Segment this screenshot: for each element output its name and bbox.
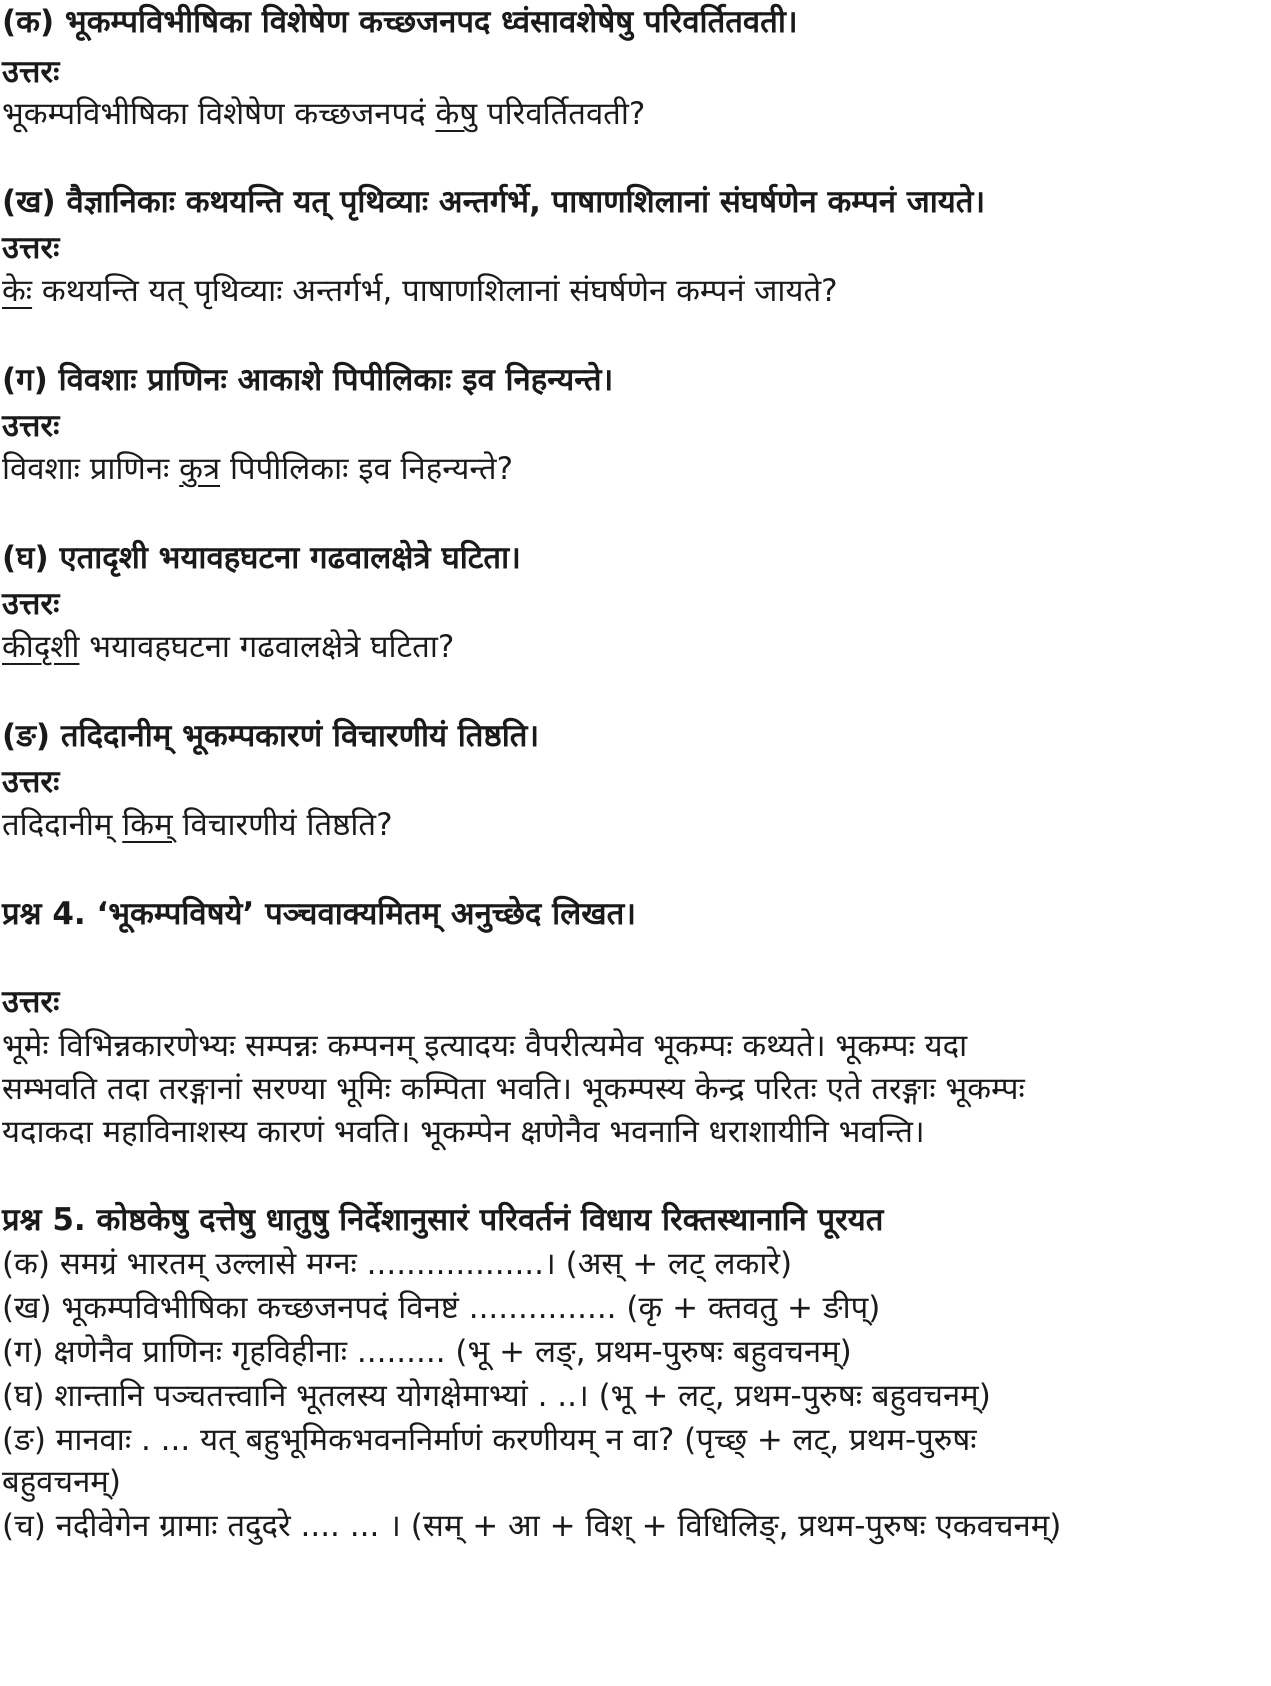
question-word-gha: कीदृशी bbox=[2, 629, 80, 665]
question-4-answer-line: सम्भवति तदा तरङ्गानां सरण्या भूमिः कम्पिता भवति। भूकम्पस्य केन्द्र परितः एते तरङ्गाः भूकम्पः bbox=[2, 1071, 1025, 1107]
question-nga: (ङ) तदिदानीम् भूकम्पकारणं विचारणीयं तिष्ठति। bbox=[2, 718, 540, 754]
answer-nga: तदिदानीम् किम् विचारणीयं तिष्ठति? bbox=[2, 807, 393, 843]
question-word-nga: किम् bbox=[122, 807, 173, 843]
question-5-item: (ख) भूकम्पविभीषिका कच्छजनपदं विनष्टं ............... (कृ + क्तवतु + ङीप्) bbox=[2, 1290, 881, 1326]
answer-kha: केः कथयन्ति यत् पृथिव्याः अन्तर्गर्भ, पाषाणशिलानां संघर्षणेन कम्पनं जायते? bbox=[2, 273, 838, 309]
answer-label-gha: उत्तरः bbox=[2, 586, 60, 622]
question-5-item: (च) नदीवेगेन ग्रामाः तदुदरे .... ... । (सम् + आ + विश् + विधिलिङ्, प्रथम-पुरुषः एकवचनम्) bbox=[2, 1508, 1062, 1544]
question-kha: (ख) वैज्ञानिकाः कथयन्ति यत् पृथिव्याः अन्तर्गर्भे, पाषाणशिलानां संघर्षणेन कम्पनं जायते। bbox=[2, 184, 986, 220]
question-ka: (क) भूकम्पविभीषिका विशेषेण कच्छजनपद ध्वंसावशेषेषु परिवर्तितवती। bbox=[2, 4, 798, 40]
answer-label-nga: उत्तरः bbox=[2, 764, 60, 800]
question-word-ga: कुत्र bbox=[179, 451, 221, 487]
question-gha: (घ) एतादृशी भयावहघटना गढवालक्षेत्रे घटिता। bbox=[2, 540, 521, 576]
answer-label-kha: उत्तरः bbox=[2, 230, 60, 266]
answer-ga: विवशाः प्राणिनः कुत्र पिपीलिकाः इव निहन्यन्ते? bbox=[2, 451, 514, 487]
question-5-item: (ङ) मानवाः . ... यत् बहुभूमिकभवननिर्माणं करणीयम् न वा? (पृच्छ् + लट्, प्रथम-पुरुषः bbox=[2, 1422, 977, 1458]
answer-label-ka: उत्तरः bbox=[2, 54, 60, 90]
question-4-answer-line: भूमेः विभिन्नकारणेभ्यः सम्पन्नः कम्पनम् इत्यादयः वैपरीत्यमेव भूकम्पः कथ्यते। भूकम्पः यदा bbox=[2, 1028, 968, 1064]
answer-ka: भूकम्पविभीषिका विशेषेण कच्छजनपदं केषु परिवर्तितवती? bbox=[2, 96, 646, 132]
question-4-answer-label: उत्तरः bbox=[2, 984, 60, 1020]
question-5-item: (ग) क्षणेनैव प्राणिनः गृहविहीनाः ......... (भू + लङ्, प्रथम-पुरुषः बहुवचनम्) bbox=[2, 1334, 852, 1370]
answer-label-ga: उत्तरः bbox=[2, 408, 60, 444]
question-ga: (ग) विवशाः प्राणिनः आकाशे पिपीलिकाः इव निहन्यन्ते। bbox=[2, 362, 614, 398]
question-5-item: (क) समग्रं भारतम् उल्लासे मग्नः ..................। (अस् + लट् लकारे) bbox=[2, 1246, 793, 1282]
question-word-ka: केषु bbox=[435, 96, 478, 132]
question-4-answer-line: यदाकदा महाविनाशस्य कारणं भवति। भूकम्पेन क्षणेनैव भवनानि धराशायीनि भवन्ति। bbox=[2, 1114, 925, 1150]
question-word-kha: केः bbox=[2, 273, 33, 309]
question-4-title: प्रश्न 4. ‘भूकम्पविषये’ पञ्चवाक्यमितम् अनुच्छेद लिखत। bbox=[2, 896, 636, 932]
question-5-item-continued: बहुवचनम्) bbox=[2, 1464, 121, 1500]
question-5-item: (घ) शान्तानि पञ्चतत्त्वानि भूतलस्य योगक्षेमाभ्यां . ..। (भू + लट्, प्रथम-पुरुषः बहुवचनम्) bbox=[2, 1378, 991, 1414]
question-5-title: प्रश्न 5. कोष्ठकेषु दत्तेषु धातुषु निर्देशानुसारं परिवर्तनं विधाय रिक्तस्थानानि पूरयत bbox=[2, 1202, 884, 1238]
answer-gha: कीदृशी भयावहघटना गढवालक्षेत्रे घटिता? bbox=[2, 629, 455, 665]
